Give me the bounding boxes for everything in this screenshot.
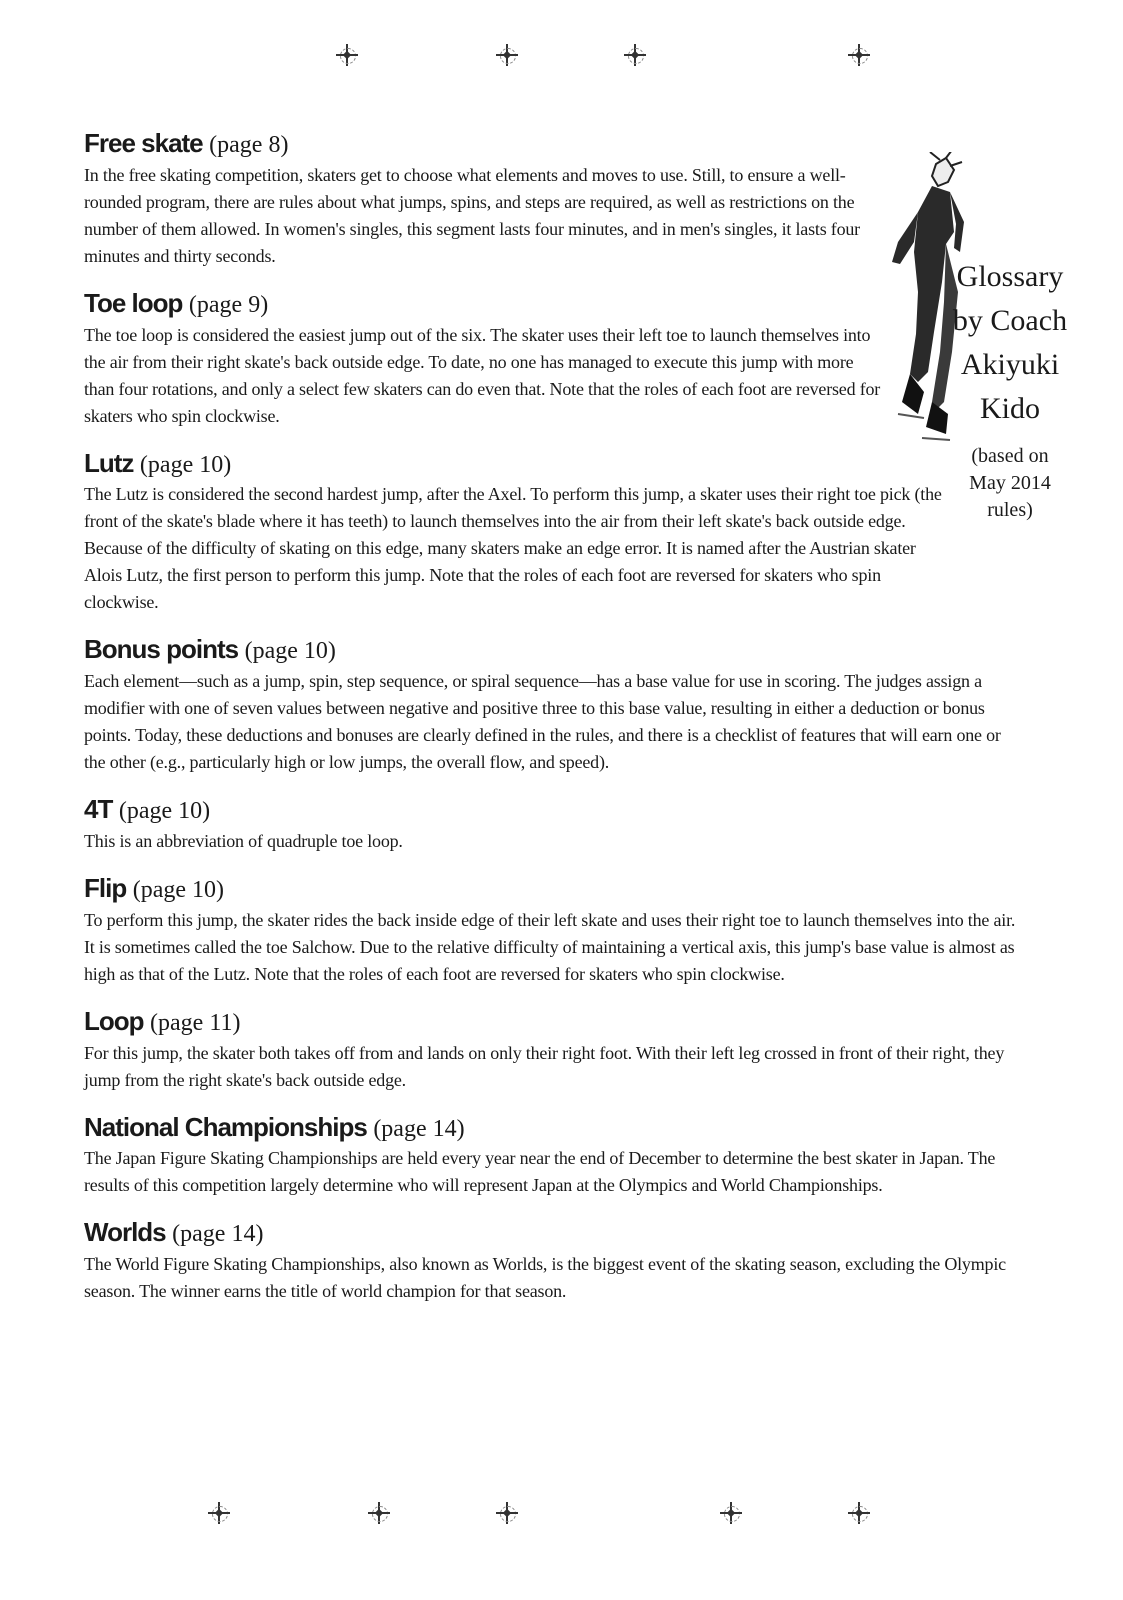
sparkle-icon [208, 1502, 230, 1524]
glossary-entry [84, 634, 1024, 776]
rules-note-line: rules) [987, 499, 1033, 521]
sparkle-icon [848, 1502, 870, 1524]
sparkle-icon [624, 44, 646, 66]
entry-definition: Each element—such as a jump, spin, step sequence, or spiral sequence—has a base value for use in scoring. The judges assign a modifier with one of seven values between negative and positive three to this base value, resulting in either a deduction or bonus points. Today, these deductions and bonuses are clearly defined in the rules, and there is a checklist of features that will earn one or the other (e.g., particularly high or low jumps, the overall flow, and speed). [84, 671, 1001, 773]
entry-definition: The Lutz is considered the second hardest jump, after the Axel. To perform this jump, a skater uses their right toe pick (the front of the skate's blade where it has teeth) to launch themselves into the air from their left skate's back outside edge. Because of the difficulty of skating on this edge, many skaters make an edge error. It is named after the Austrian skater Alois Lutz, the first person to perform this jump. Note that the roles of each foot are reversed for skaters who spin clockwise. [84, 484, 942, 613]
sparkle-icon [496, 1502, 518, 1524]
entry-heading [84, 448, 1024, 480]
entry-term: Free skate [84, 128, 203, 158]
glossary-entry [84, 1112, 1024, 1200]
entry-page-ref: (page 10) [244, 638, 336, 665]
glossary-title-line: Glossary [956, 260, 1064, 293]
entry-term: Bonus points [84, 634, 239, 665]
glossary-title-line: Kido [980, 392, 1040, 425]
entry-page-ref: (page 14) [172, 1221, 264, 1248]
entry-term: Toe loop [84, 287, 183, 318]
glossary-entry [84, 128, 1024, 270]
glossary-entry [84, 873, 1024, 988]
glossary-entry [84, 794, 1024, 855]
entry-page-ref: (page 11) [150, 1009, 241, 1036]
sparkle-icon [848, 44, 870, 66]
entry-definition: The toe loop is considered the easiest jump out of the six. The skater uses their left toe to launch themselves into the air from their right skate's back outside edge. To date, no one has managed to execute this jump with more than four rotations, and only a select few skaters can do even that. Note that the roles of each foot are reversed for skaters who spin clockwise. [84, 324, 881, 426]
entry-term: National Championships [84, 1111, 367, 1142]
entry-heading [84, 873, 1024, 905]
entry-heading [84, 794, 1024, 826]
rules-note-line: May 2014 [969, 472, 1051, 494]
entry-term: Loop [84, 1005, 144, 1036]
entry-page-ref: (page 8) [209, 132, 289, 158]
sparkle-icon [336, 44, 358, 66]
entry-definition: The Japan Figure Skating Championships are held every year near the end of December to determine the best skater in Japan. The results of this competition largely determine who will represent Japan at the Olympics and World Championships. [84, 1148, 996, 1196]
glossary-title-line: by Coach [952, 304, 1068, 337]
bottom-sparkle-row [0, 1502, 1123, 1532]
entry-term: 4T [84, 794, 113, 825]
glossary-entry [84, 288, 1024, 430]
entry-definition: In the free skating competition, skaters get to choose what elements and moves to use. Still, to ensure a well-rounded program, there are rules about what jumps, spins, and steps are required, as well as restrictions on the number of them allowed. In women's singles, this segment lasts four minutes, and in men's singles, it lasts four minutes and thirty seconds. [84, 164, 860, 266]
top-sparkle-row [0, 44, 1123, 74]
entry-definition: The World Figure Skating Championships, also known as Worlds, is the biggest event of the skating season, excluding the Olympic season. The winner earns the title of world champion for that season. [84, 1254, 1006, 1302]
sparkle-icon [496, 44, 518, 66]
glossary-entries [84, 128, 1024, 1323]
glossary-title-line: Akiyuki [960, 348, 1060, 381]
entry-page-ref: (page 10) [118, 798, 211, 825]
entry-definition: For this jump, the skater both takes off from and lands on only their right foot. With their left leg crossed in front of their right, they jump from the right skate's back outside edge. [84, 1042, 1005, 1090]
entry-heading [84, 288, 1024, 320]
entry-page-ref: (page 10) [139, 451, 232, 478]
glossary-entry [84, 1217, 1024, 1305]
entry-definition: To perform this jump, the skater rides the back inside edge of their left skate and uses their right toe to launch themselves into the air. It is sometimes called the toe Salchow. Due to the relative difficulty of maintaining a vertical axis, this jump's base value is almost as high as that of the Lutz. Note that the roles of each foot are reversed for skaters who spin clockwise. [84, 909, 1016, 984]
entry-heading [84, 1217, 1024, 1249]
entry-heading [84, 634, 1024, 666]
glossary-entry [84, 448, 1024, 617]
entry-heading [84, 1006, 1024, 1038]
entry-term: Lutz [84, 447, 134, 478]
entry-page-ref: (page 9) [188, 291, 269, 318]
entry-term: Flip [84, 872, 127, 903]
glossary-entry [84, 1006, 1024, 1094]
entry-heading [84, 1112, 1024, 1144]
entry-term: Worlds [84, 1217, 166, 1248]
sparkle-icon [368, 1502, 390, 1524]
rules-note-line: (based on [971, 445, 1049, 467]
entry-definition: This is an abbreviation of quadruple toe loop. [84, 830, 403, 851]
entry-heading [84, 128, 1024, 160]
sparkle-icon [720, 1502, 742, 1524]
entry-page-ref: (page 14) [373, 1115, 465, 1142]
entry-page-ref: (page 10) [132, 876, 225, 903]
